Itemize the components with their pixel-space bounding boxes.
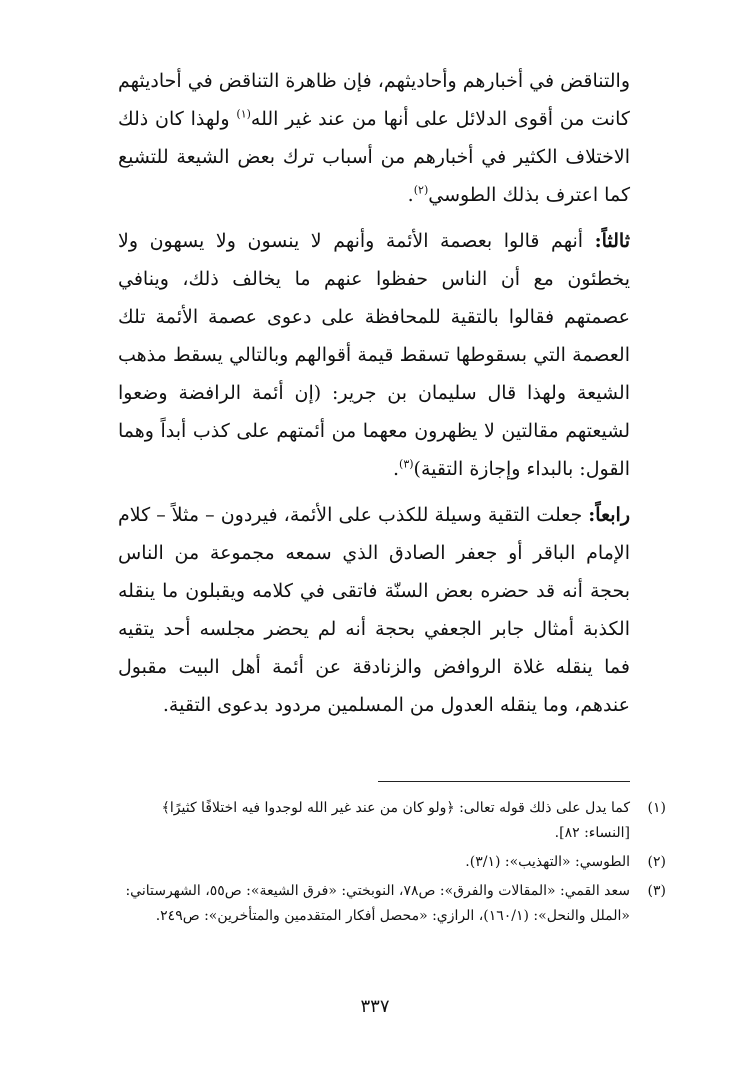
paragraph-3-lead: رابعاً: xyxy=(588,504,630,526)
paragraph-1-text-b: ولهذا كان ذلك الاختلاف الكثير في أخبارهم من أسباب ترك بعض الشيعة للتشيع كما اعترف بذلك الطوسي xyxy=(118,108,630,206)
paragraph-1-end: . xyxy=(407,184,414,206)
paragraph-2-lead: ثالثاً: xyxy=(594,230,630,252)
page-number: ٣٣٧ xyxy=(360,996,390,1017)
paragraph-3 xyxy=(118,496,630,724)
footnote-number: (١) xyxy=(647,800,666,816)
footnote-text: كما يدل على ذلك قوله تعالى: ﴿ولو كان من عند غير الله لوجدوا فيه اختلافًا كثيرًا﴾ [النساء: ٨٢]. xyxy=(161,800,630,841)
footnotes xyxy=(118,796,666,933)
footnote-ref-3: (٣) xyxy=(399,457,414,471)
footnote-ref-1: (١) xyxy=(236,107,251,121)
footnote-divider xyxy=(378,781,630,782)
footnote-number: (٢) xyxy=(647,854,666,870)
footnote-text: الطوسي: «التهذيب»: (٣/١). xyxy=(465,854,630,870)
footnote-1 xyxy=(118,796,666,846)
paragraph-3-text: جعلت التقية وسيلة للكذب على الأئمة، فيردون – مثلاً – كلام الإمام الباقر أو جعفر الصادق الذي سمعه مجموعة من الناس بحجة أنه قد حضره بعض السنّة فاتقى في كلامه ويقبلون ما ينقله الكذبة أمثال جابر الجعفي بحجة أنه لم يحضر مجلسه أحد يتقيه فما ينقله غلاة الروافض والزنادقة عن أئمة أهل البيت مقبول عندهم، وما ينقله العدول من المسلمين مردود بدعوى التقية. xyxy=(118,504,630,716)
main-text xyxy=(118,62,630,732)
paragraph-1 xyxy=(118,62,630,214)
footnote-number: (٣) xyxy=(647,883,666,899)
paragraph-2 xyxy=(118,222,630,488)
footnote-3 xyxy=(118,879,666,929)
footnote-text: سعد القمي: «المقالات والفرق»: ص٧٨، النوبختي: «فرق الشيعة»: ص٥٥، الشهرستاني: «الملل والنحل»: (١٦٠/١)، الرازي: «محصل أفكار المتقدمين والمتأخرين»: ص٢٤٩. xyxy=(125,883,630,924)
paragraph-2-end: . xyxy=(392,458,400,480)
paragraph-1-text: والتناقض في أخبارهم وأحاديثهم، فإن ظاهرة التناقض في أحاديثهم كانت من أقوى الدلائل على أنها من عند غير الله xyxy=(118,70,630,130)
footnote-2 xyxy=(118,850,666,875)
footnote-ref-2: (٢) xyxy=(413,183,429,197)
paragraph-2-text: أنهم قالوا بعصمة الأئمة وأنهم لا ينسون ولا يسهون ولا يخطئون مع أن الناس حفظوا عنهم ما يخالف ذلك، وينافي عصمتهم فقالوا بالتقية للمحافظة على دعوى عصمة الأئمة تلك العصمة التي بسقوطها تسقط قيمة أقوالهم وبالتالي يسقط مذهب الشيعة ولهذا قال سليمان بن جرير: (إن أئمة الرافضة وضعوا لشيعتهم مقالتين لا يظهرون معهما من أئمتهم على كذب أبداً وهما القول: بالبداء وإجازة التقية) xyxy=(118,230,630,480)
